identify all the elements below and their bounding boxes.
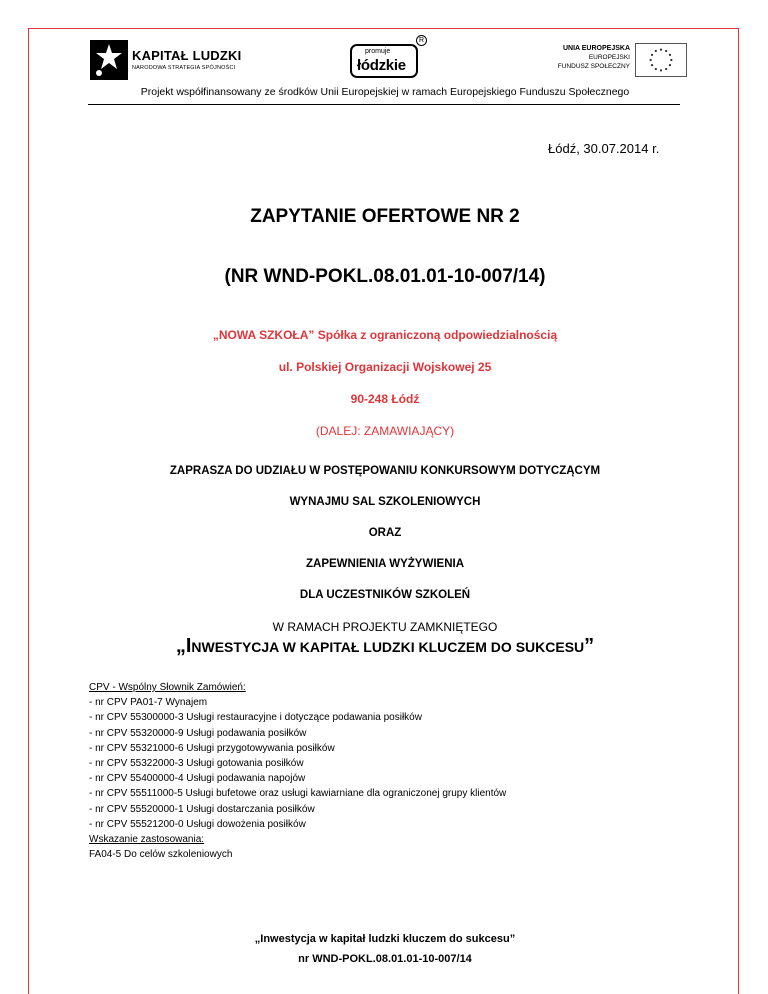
project-title-first-letter: I — [185, 635, 192, 657]
usage-heading: Wskazanie zastosowania: — [89, 834, 205, 846]
eu-star-icon — [660, 49, 662, 51]
eu-star-icon — [651, 64, 653, 66]
cpv-list — [89, 695, 709, 832]
invitation-line-3: ORAZ — [368, 527, 402, 539]
cpv-heading: CPV - Wspólny Słownik Zamówień: — [89, 682, 246, 693]
project-title — [30, 635, 740, 658]
kapital-ludzki-logo — [90, 40, 240, 80]
eu-star-icon — [651, 54, 653, 56]
cpv-section — [89, 680, 709, 862]
footer-project-number: nr WND-POKL.08.01.01-10-007/14 — [298, 953, 472, 965]
kapital-ludzki-emblem-icon — [90, 40, 128, 80]
eu-star-icon — [650, 59, 652, 61]
registered-mark-icon: R — [416, 35, 427, 46]
invitation-line-2: WYNAJMU SAL SZKOLENIOWYCH — [289, 496, 481, 508]
eu-star-icon — [655, 68, 657, 70]
cpv-item: - nr CPV 55321000-6 Usługi przygotowywania posiłków — [89, 742, 335, 754]
lodzkie-frame — [350, 44, 418, 78]
ordering-party-street: ul. Polskiej Organizacji Wojskowej 25 — [278, 360, 492, 374]
eu-logo — [520, 40, 700, 80]
document-number: (NR WND-POKL.08.01.01-10-007/14) — [224, 266, 546, 287]
cpv-item: - nr CPV 55511000-5 Usługi bufetowe oraz usługi kawiarniane dla ograniczonej grupy klientów — [89, 788, 507, 800]
cpv-item: - nr CPV 55400000-4 Usługi podawania napojów — [89, 773, 306, 785]
project-title-close-quote: ” — [584, 635, 595, 657]
ordering-party-city: 90-248 Łódź — [350, 392, 420, 406]
eu-line2: EUROPEJSKI — [588, 54, 630, 61]
cpv-item: - nr CPV 55320000-9 Usługi podawania posiłków — [89, 727, 307, 739]
eu-star-icon — [669, 64, 671, 66]
cpv-item: - nr CPV 55521200-0 Usługi dowożenia posiłków — [89, 818, 306, 830]
usage-item: FA04-5 Do celów szkoleniowych — [89, 849, 233, 861]
logo-row — [60, 36, 700, 86]
cpv-item: - nr CPV 55520000-1 Usługi dostarczania posiłków — [89, 803, 315, 815]
eu-star-icon — [665, 68, 667, 70]
invitation-line-1: ZAPRASZA DO UDZIAŁU W POSTĘPOWANIU KONKURSOWYM DOTYCZĄCYM — [169, 465, 601, 477]
invitation-line-6: W RAMACH PROJEKTU ZAMKNIĘTEGO — [272, 620, 498, 634]
ordering-party-alias: (DALEJ: ZAMAWIAJĄCY) — [315, 424, 455, 438]
eu-line1: UNIA EUROPEJSKA — [562, 45, 630, 52]
footer-project-title: „Inwestycja w kapitał ludzki kluczem do sukcesu” — [254, 933, 516, 945]
cpv-item: - nr CPV PA01-7 Wynajem — [89, 697, 208, 709]
eu-star-icon — [670, 59, 672, 61]
eu-star-icon — [655, 50, 657, 52]
eu-star-icon — [665, 50, 667, 52]
cpv-item: - nr CPV 55322000-3 Usługi gotowania posiłków — [89, 758, 304, 770]
project-title-open-quote: „ — [175, 635, 186, 657]
document-title: ZAPYTANIE OFERTOWE NR 2 — [250, 206, 520, 227]
cpv-item: - nr CPV 55300000-3 Usługi restauracyjne i dotyczące podawania posiłków — [89, 712, 422, 724]
header-divider — [88, 104, 680, 105]
eu-flag-icon — [635, 43, 687, 77]
lodzkie-logo — [350, 38, 426, 78]
kapital-ludzki-subtitle: NARODOWA STRATEGIA SPÓJNOŚCI — [132, 65, 236, 71]
invitation-line-4: ZAPEWNIENIA WYŻYWIENIA — [305, 558, 464, 570]
ordering-party-company: „NOWA SZKOŁA” Spółka z ograniczoną odpowiedzialnością — [212, 328, 558, 342]
eu-star-icon — [669, 54, 671, 56]
eu-star-icon — [660, 69, 662, 71]
kapital-ludzki-title: KAPITAŁ LUDZKI — [132, 48, 242, 63]
eu-line3: FUNDUSZ SPOŁECZNY — [557, 63, 630, 70]
eu-text — [558, 44, 630, 71]
project-title-rest: NWESTYCJA W KAPITAŁ LUDZKI KLUCZEM DO SUKCESU — [191, 639, 585, 655]
lodzkie-promuje: promuje — [365, 48, 391, 55]
document-date: Łódź, 30.07.2014 r. — [548, 141, 660, 156]
cofinanced-note: Projekt współfinansowany ze środków Unii Europejskiej w ramach Europejskiego Funduszu Społecznego — [140, 86, 630, 98]
lodzkie-name: łódzkie — [357, 57, 406, 74]
invitation-line-5: DLA UCZESTNIKÓW SZKOLEŃ — [299, 589, 471, 601]
